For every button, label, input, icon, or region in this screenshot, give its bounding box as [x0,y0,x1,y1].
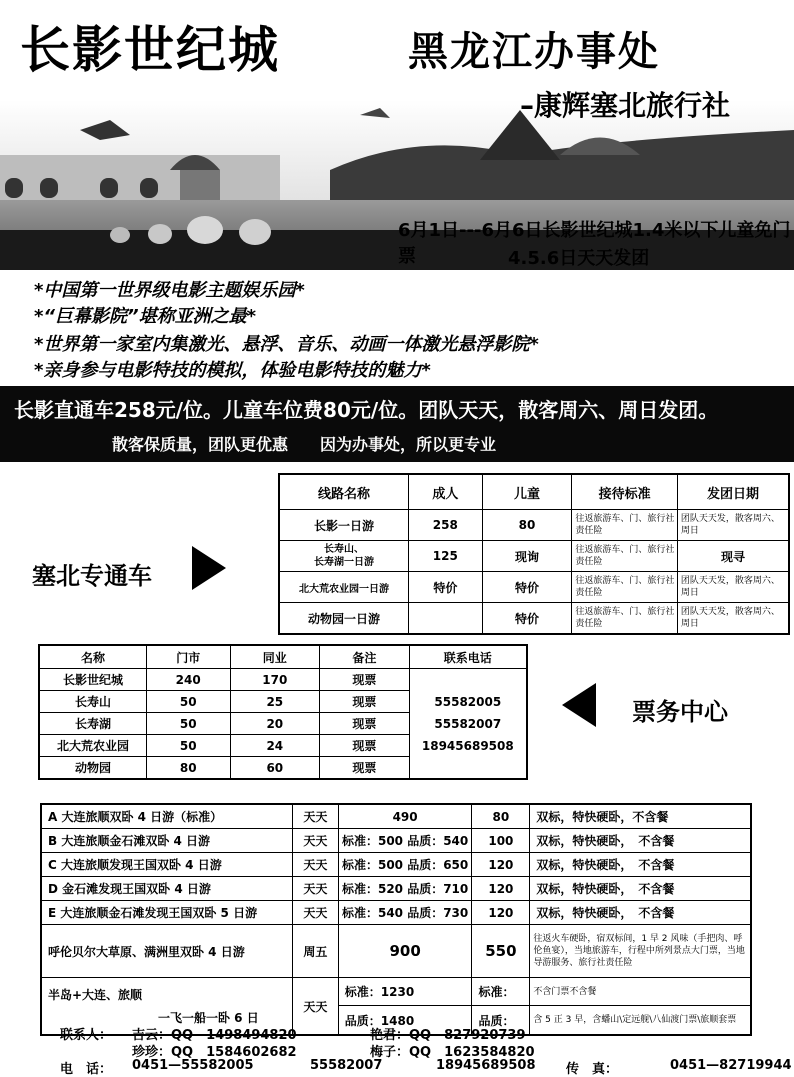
col-header: 同业 [230,645,320,669]
table-row [41,829,751,853]
tour-price [338,925,472,978]
tour-name-line-1: 半岛+大连、旅顺 [48,988,143,1002]
table-row [41,853,751,877]
adult-price [408,603,482,635]
trade-price: 60 [230,757,320,780]
fax-number: 0451—82719944 [670,1058,792,1073]
dates: 团队天天发，散客周六、周日 [677,603,789,635]
route-name: 长影一日游 [279,510,408,541]
title-left: 长影世纪城 [20,20,280,79]
retail-price: 80 [146,757,230,780]
trade-price: 20 [230,713,320,735]
col-header: 联系电话 [409,645,527,669]
phone-label: 电 话： [60,1062,113,1077]
feature-1: *中国第一世界级电影主题娱乐园* [34,280,305,301]
ticket-section-label: 票务中心 [632,698,728,726]
tour-price: 标准：540 品质：730 [338,901,472,925]
col-header: 儿童 [482,474,572,510]
note: 现票 [320,691,410,713]
tour-price-2: 550 [472,925,530,978]
table-row [41,877,751,901]
ticket-name: 长影世纪城 [39,669,146,691]
contact-4: 梅子：QQ 1623584820 [370,1045,535,1060]
tour-child: 120 [472,877,530,901]
retail-price: 240 [146,669,230,691]
col-header: 成人 [408,474,482,510]
tour-days: 周五 [292,925,338,978]
contact-label: 联系人： [60,1028,113,1043]
contact-phone-3: 18945689508 [436,1058,536,1073]
tour-desc: 双标，特快硬卧， 不含餐 [530,853,751,877]
tour-name: C 大连旅顺发现王国双卧 4 日游 [41,853,292,877]
table-row [41,804,751,829]
adult-price: 特价 [408,572,482,603]
table-row [279,603,789,635]
retail-price: 50 [146,691,230,713]
feature-2: *“巨幕影院”堪称亚洲之最* [34,306,257,327]
tour-days: 天天 [292,829,338,853]
dates: 现寻 [677,541,789,572]
contact-3: 艳君：QQ 827920739 [370,1028,526,1043]
tour-name: A 大连旅顺双卧 4 日游（标准） [41,804,292,829]
adult-price: 125 [408,541,482,572]
tour-child: 80 [472,804,530,829]
table-row [41,978,751,1006]
tour-days: 天天 [292,877,338,901]
tour-qual-label: 品质： [472,1006,530,1035]
tour-price: 标准：520 品质：710 [338,877,472,901]
table-row [41,925,751,978]
tour-table [40,803,752,1036]
banner-line-1: 长影直通车258元/位。儿童车位费80元/位。团队天天，散客周六、周日发团。 [14,398,719,422]
trade-price: 170 [230,669,320,691]
contact-1: 吉云：QQ 1498494820 [132,1028,297,1043]
tour-child: 120 [472,853,530,877]
tour-child: 120 [472,901,530,925]
note: 现票 [320,757,410,780]
route-name: 动物园一日游 [279,603,408,635]
col-header: 门市 [146,645,230,669]
subtitle-agency: –康辉塞北旅行社 [520,89,731,122]
feature-4: *亲身参与电影特技的模拟，体验电影特技的魅力* [34,360,431,381]
tour-desc: 双标，特快硬卧， 不含餐 [530,829,751,853]
col-header: 接待标准 [572,474,678,510]
retail-price: 50 [146,713,230,735]
tour-name-line-2: 一飞一船一卧 6 日 [158,1011,259,1025]
promo-line-2: 4.5.6日天天发团 [508,248,650,269]
tour-days: 天天 [292,901,338,925]
tour-name: B 大连旅顺金石滩双卧 4 日游 [41,829,292,853]
banner-line-2: 散客保质量，团队更优惠 因为办事处，所以更专业 [112,435,497,454]
table-row [279,541,789,572]
title-right: 黑龙江办事处 [408,29,660,75]
contact-phone-1: 0451—55582005 [132,1058,254,1073]
tour-desc: 双标，特快硬卧，不含餐 [530,804,751,829]
tour-days: 天天 [292,804,338,829]
tour-std-label: 标准： [472,978,530,1006]
fax-label: 传 真： [566,1062,619,1077]
child-price: 特价 [482,572,572,603]
phone-3: 18945689508 [421,738,514,753]
ticket-phones [409,669,527,780]
tour-price: 标准：500 品质：650 [338,853,472,877]
arrow-right-icon [192,546,226,590]
standard: 往返旅游车、门、旅行社责任险 [572,541,678,572]
contact-2: 珍珍：QQ 1584602682 [132,1045,297,1060]
note: 现票 [320,735,410,757]
bus-section-label: 塞北专通车 [32,562,152,590]
note: 现票 [320,713,410,735]
ticket-table [38,644,528,780]
standard: 往返旅游车、门、旅行社责任险 [572,603,678,635]
ticket-name: 北大荒农业园 [39,735,146,757]
tour-price: 490 [338,804,472,829]
phone-1: 55582005 [434,694,502,709]
tour-std-desc: 不含门票不含餐 [530,978,751,1006]
child-price: 特价 [482,603,572,635]
tour-desc: 双标，特快硬卧， 不含餐 [530,877,751,901]
table-row [39,669,527,691]
promo-line-1: 6月1日---6月6日长影世纪城1.4米以下儿童免门票 [398,220,791,267]
tour-price: 标准：500 品质：540 [338,829,472,853]
tour-days: 天天 [292,853,338,877]
bus-route-table [278,473,790,635]
tour-child: 100 [472,829,530,853]
standard: 往返旅游车、门、旅行社责任险 [572,510,678,541]
price-banner [0,386,794,462]
arrow-left-icon [562,683,596,727]
col-header: 名称 [39,645,146,669]
ticket-name: 动物园 [39,757,146,780]
child-price: 80 [482,510,572,541]
child-price: 现询 [482,541,572,572]
tour-qual-price: 品质：1480 [338,1006,472,1035]
tour-desc: 双标，特快硬卧， 不含餐 [530,901,751,925]
col-header: 发团日期 [677,474,789,510]
col-header: 备注 [320,645,410,669]
standard: 往返旅游车、门、旅行社责任险 [572,572,678,603]
retail-price: 50 [146,735,230,757]
dates: 团队天天发，散客周六、周日 [677,572,789,603]
dates: 团队天天发，散客周六、周日 [677,510,789,541]
table-row [279,572,789,603]
col-header: 线路名称 [279,474,408,510]
feature-3: *世界第一家室内集激光、悬浮、音乐、动画一体激光悬浮影院* [34,334,539,355]
route-name: 长寿山、 长寿湖一日游 [279,541,408,572]
tour-std-price: 标准：1230 [338,978,472,1006]
tour-name: 呼伦贝尔大草原、满洲里双卧 4 日游 [41,925,292,978]
trade-price: 25 [230,691,320,713]
table-row [279,510,789,541]
note: 现票 [320,669,410,691]
table-row [41,901,751,925]
tour-name: D 金石滩发现王国双卧 4 日游 [41,877,292,901]
phone-2: 55582007 [434,716,502,731]
tour-days: 天天 [292,978,338,1036]
tour-qual-desc: 含 5 正 3 早，含蟠山\定远舰\八仙渡门票\旅顺套票 [530,1006,751,1035]
ticket-name: 长寿山 [39,691,146,713]
ticket-name: 长寿湖 [39,713,146,735]
tour-name: E 大连旅顺金石滩发现王国双卧 5 日游 [41,901,292,925]
contact-phone-2: 55582007 [310,1058,383,1073]
tour-price-1: 900 [389,942,421,960]
trade-price: 24 [230,735,320,757]
adult-price: 258 [408,510,482,541]
tour-desc: 往返火车硬卧，宿双标间，1 早 2 风味（手把肉、呼伦鱼宴），当地旅游车，行程中所列景点大门票，当地导游服务、旅行社责任险 [530,925,751,978]
route-name: 北大荒农业园一日游 [279,572,408,603]
